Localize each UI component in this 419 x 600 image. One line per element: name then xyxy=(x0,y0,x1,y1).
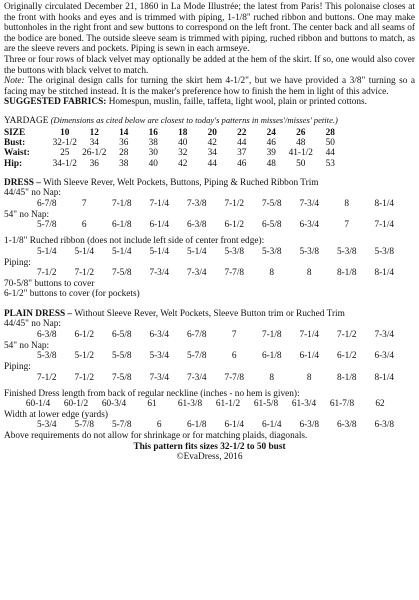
value-cell: 5-1/4 xyxy=(111,246,132,257)
value-cell: 7 xyxy=(231,329,237,340)
value-cell: 6-3/4 xyxy=(149,329,170,340)
plain-nap44-label: 44/45" no Nap: xyxy=(4,319,61,330)
value-cell: 5-7/8 xyxy=(111,420,132,431)
size-cell: 38 xyxy=(119,158,129,169)
plain-piping-row xyxy=(4,373,415,384)
plain-nap54-label: 54" no Nap: xyxy=(4,340,50,351)
value-cell: 6-1/4 xyxy=(224,420,245,431)
value-cell: 5-3/8 xyxy=(299,246,320,257)
value-cell: 5-7/8 xyxy=(74,420,95,431)
value-cell: 8 xyxy=(306,267,312,278)
size-cell: 16 xyxy=(148,127,158,138)
value-cell: 5-3/8 xyxy=(336,246,357,257)
value-cell: 6 xyxy=(156,420,162,431)
value-cell: 60-3/4 xyxy=(101,399,127,409)
value-cell: 8 xyxy=(269,267,275,278)
value-cell: 6-1/2 xyxy=(224,220,245,231)
value-cell: 8-1/8 xyxy=(336,372,357,383)
yardage-note: (Dimensions as cited below are closest to today's patterns in misses'/misses' petite.) xyxy=(48,114,338,125)
value-cell: 7-1/4 xyxy=(374,220,395,231)
plain-title-rest: Without Sleeve Rever, Welt Pockets, Sleeve Button trim or Ruched Trim xyxy=(72,308,345,319)
value-cell: 5-7/8 xyxy=(186,351,207,362)
value-cell: 8 xyxy=(269,372,275,383)
yardage-heading xyxy=(4,115,415,127)
dress-nap54-label: 54" no Nap: xyxy=(4,209,50,220)
value-cell: 7-3/4 xyxy=(299,198,320,209)
size-cell: 38 xyxy=(148,138,158,149)
value-cell: 7-1/2 xyxy=(336,329,357,340)
size-cell: 48 xyxy=(266,158,276,169)
value-cell: 6-1/4 xyxy=(149,220,170,231)
value-cell: 6-5/8 xyxy=(261,220,282,231)
value-cell: 5-5/8 xyxy=(111,351,132,362)
value-cell: 7-1/8 xyxy=(111,198,132,209)
size-row-label: Bust: xyxy=(4,138,26,149)
size-cell: 42 xyxy=(178,158,188,169)
plain-nap44-row xyxy=(4,330,415,341)
width-label: Width at lower edge (yards) xyxy=(4,410,108,420)
value-cell: 6-1/2 xyxy=(336,351,357,362)
size-row xyxy=(4,148,345,158)
size-cell: 20 xyxy=(207,127,217,138)
requirements-note: Above requirements do not allow for shrinkage or for matching plaids, diagonals. xyxy=(4,431,308,442)
value-cell: 5-3/8 xyxy=(261,246,282,257)
dress-buttons-1: 70-5/8" buttons to cover xyxy=(4,278,95,289)
value-cell: 7-3/4 xyxy=(149,267,170,278)
value-cell: 7-1/2 xyxy=(74,267,95,278)
value-cell: 7 xyxy=(81,198,87,209)
value-cell: 6-3/4 xyxy=(299,220,320,231)
size-cell: 37 xyxy=(237,148,247,159)
footer xyxy=(4,442,415,463)
value-cell: 8-1/4 xyxy=(374,267,395,278)
size-table xyxy=(4,128,345,169)
size-row-label: SIZE xyxy=(4,127,26,138)
size-row xyxy=(4,128,345,138)
intro-paragraph xyxy=(4,2,415,108)
value-cell: 60-1/4 xyxy=(25,399,51,409)
value-cell: 5-1/4 xyxy=(74,246,95,257)
size-cell: 26 xyxy=(296,127,306,138)
plain-title xyxy=(4,309,415,320)
dress-title-bold: DRESS – xyxy=(4,177,41,188)
value-cell: 7-7/8 xyxy=(224,267,245,278)
value-cell: 5-7/8 xyxy=(36,220,57,231)
size-cell: 42 xyxy=(207,138,217,149)
size-row xyxy=(4,159,345,169)
dress-piping-row xyxy=(4,268,415,279)
size-cell: 39 xyxy=(266,148,276,159)
size-cell: 46 xyxy=(266,138,276,149)
value-cell: 60-1/2 xyxy=(63,399,89,409)
size-cell: 40 xyxy=(178,138,188,149)
dress-piping-label: Piping: xyxy=(4,257,31,268)
value-cell: 7-5/8 xyxy=(111,372,132,383)
size-row-label: Waist: xyxy=(4,148,30,159)
value-cell: 8-1/4 xyxy=(374,372,395,383)
size-cell: 48 xyxy=(296,138,306,149)
value-cell: 5-3/4 xyxy=(36,420,57,431)
size-cell: 10 xyxy=(60,127,70,138)
value-cell: 7-1/2 xyxy=(74,372,95,383)
width-row xyxy=(4,420,415,431)
value-cell: 7-3/4 xyxy=(149,372,170,383)
finished-length-row xyxy=(4,399,415,410)
value-cell: 5-1/2 xyxy=(74,351,95,362)
size-cell: 24 xyxy=(266,127,276,138)
plain-nap54-row xyxy=(4,351,415,362)
value-cell: 5-3/4 xyxy=(149,351,170,362)
value-cell: 6-3/4 xyxy=(374,351,395,362)
size-cell: 34 xyxy=(89,138,99,149)
value-cell: 7-1/2 xyxy=(36,267,57,278)
dress-ruched-row xyxy=(4,247,415,258)
size-cell: 22 xyxy=(237,127,247,138)
size-cell: 26-1/2 xyxy=(82,148,107,159)
copyright: ©EvaDress, 2016 xyxy=(176,452,243,463)
dress-buttons-2: 6-1/2" buttons to cover (for pockets) xyxy=(4,289,140,300)
value-cell: 7-3/8 xyxy=(186,198,207,209)
size-cell: 28 xyxy=(119,148,129,159)
size-cell: 36 xyxy=(119,138,129,149)
size-cell: 28 xyxy=(325,127,335,138)
plain-title-bold: PLAIN DRESS – xyxy=(4,308,73,319)
value-cell: 61-7/8 xyxy=(329,399,355,409)
value-cell: 61-1/2 xyxy=(215,399,241,409)
size-cell: 36 xyxy=(89,158,99,169)
dress-ruched-label: 1-1/8" Ruched ribbon (does not include left side of center front edge): xyxy=(4,236,265,247)
dress-nap44-label: 44/45" no Nap: xyxy=(4,188,61,199)
value-cell: 61-5/8 xyxy=(253,399,279,409)
value-cell: 6-3/8 xyxy=(36,329,57,340)
size-cell: 46 xyxy=(237,158,247,169)
value-cell: 7-1/4 xyxy=(299,329,320,340)
value-cell: 5-1/4 xyxy=(149,246,170,257)
intro-text: Originally circulated December 21, 1860 in La Mode Illustrée; the latest from Paris! This polonaise closes at the front with hooks and eyes and is trimmed with piping, 1-1/8" ruched ribbon and buttons. One may make buttonholes in the right front and sew buttons to correspond on the left front. The center back and all seams of the bodice are boned. The outside sleeve seam is trimmed with piping, ruched ribbon and buttons to match, as are the sleeve revers and pockets. Piping is sewn in each armseye. xyxy=(4,2,415,55)
value-cell: 6 xyxy=(81,220,87,231)
value-cell: 5-1/4 xyxy=(36,246,57,257)
value-cell: 7-3/4 xyxy=(374,329,395,340)
value-cell: 7-3/4 xyxy=(186,372,207,383)
value-cell: 6-1/4 xyxy=(299,351,320,362)
value-cell: 6-7/8 xyxy=(36,198,57,209)
size-cell: 50 xyxy=(325,138,335,149)
value-cell: 6-1/8 xyxy=(186,420,207,431)
value-cell: 7-1/4 xyxy=(149,198,170,209)
value-cell: 61-3/4 xyxy=(291,399,317,409)
size-cell: 41-1/2 xyxy=(288,148,313,159)
value-cell: 7-1/2 xyxy=(224,198,245,209)
value-cell: 6-1/4 xyxy=(261,420,282,431)
finished-length-label: Finished Dress length from back of regular neckline (inches - no hem is given): xyxy=(4,388,300,399)
size-cell: 30 xyxy=(148,148,158,159)
size-cell: 12 xyxy=(89,127,99,138)
value-cell: 5-3/8 xyxy=(36,351,57,362)
size-cell: 44 xyxy=(237,138,247,149)
dress-title xyxy=(4,178,415,189)
size-cell: 34-1/2 xyxy=(52,158,77,169)
value-cell: 62 xyxy=(375,399,385,409)
velvet-text: Three or four rows of black velvet may optionally be added at the hem of the skirt. If so, one would also cover the buttons with black velvet to match. xyxy=(4,54,415,76)
size-cell: 25 xyxy=(60,148,70,159)
value-cell: 7-1/8 xyxy=(261,329,282,340)
size-cell: 18 xyxy=(178,127,188,138)
value-cell: 7-5/8 xyxy=(111,267,132,278)
yardage-label: YARDAGE xyxy=(4,115,49,126)
size-cell: 32-1/2 xyxy=(52,138,77,149)
value-cell: 61 xyxy=(147,399,157,409)
value-cell: 61-3/8 xyxy=(177,399,203,409)
dress-nap54-row xyxy=(4,220,415,231)
dress-nap44-row xyxy=(4,199,415,210)
value-cell: 6-3/8 xyxy=(336,420,357,431)
fits-note: This pattern fits sizes 32-1/2 to 50 bust xyxy=(133,441,286,452)
value-cell: 6 xyxy=(231,351,237,362)
plain-piping-label: Piping: xyxy=(4,362,31,373)
size-cell: 44 xyxy=(207,158,217,169)
size-cell: 34 xyxy=(207,148,217,159)
size-cell: 32 xyxy=(178,148,188,159)
size-cell: 40 xyxy=(148,158,158,169)
value-cell: 8-1/8 xyxy=(336,267,357,278)
size-row xyxy=(4,138,345,148)
size-row-label: Hip: xyxy=(4,158,23,169)
dress-title-rest: With Sleeve Rever, Welt Pockets, Buttons, Piping & Ruched Ribbon Trim xyxy=(40,177,319,188)
value-cell: 5-1/4 xyxy=(186,246,207,257)
value-cell: 8-1/4 xyxy=(374,198,395,209)
value-cell: 7 xyxy=(344,220,350,231)
value-cell: 6-3/8 xyxy=(186,220,207,231)
fabrics-text: Homespun, muslin, faille, taffeta, light wool, plain or printed cottons. xyxy=(106,97,367,108)
value-cell: 7-5/8 xyxy=(261,198,282,209)
value-cell: 7-3/4 xyxy=(186,267,207,278)
fabrics-label: SUGGESTED FABRICS: xyxy=(4,97,107,108)
value-cell: 6-3/8 xyxy=(299,420,320,431)
value-cell: 5-3/8 xyxy=(374,246,395,257)
value-cell: 8 xyxy=(344,198,350,209)
value-cell: 6-1/8 xyxy=(111,220,132,231)
size-cell: 14 xyxy=(119,127,129,138)
value-cell: 6-1/8 xyxy=(261,351,282,362)
note-text: The original design calls for turning the skirt hem 4-1/2", but we have provided a 3/8" turning so a facing may be stitched instead. It is the maker's preference how to finish the hem in light of this advice. xyxy=(4,76,415,97)
value-cell: 6-5/8 xyxy=(111,329,132,340)
value-cell: 6-1/2 xyxy=(74,329,95,340)
note-label: Note: xyxy=(4,76,25,87)
value-cell: 7-1/2 xyxy=(36,372,57,383)
value-cell: 7-7/8 xyxy=(224,372,245,383)
size-cell: 44 xyxy=(325,148,335,159)
value-cell: 6-3/8 xyxy=(374,420,395,431)
value-cell: 5-3/8 xyxy=(224,246,245,257)
size-cell: 53 xyxy=(325,158,335,169)
size-cell: 50 xyxy=(296,158,306,169)
value-cell: 8 xyxy=(306,372,312,383)
value-cell: 6-7/8 xyxy=(186,329,207,340)
